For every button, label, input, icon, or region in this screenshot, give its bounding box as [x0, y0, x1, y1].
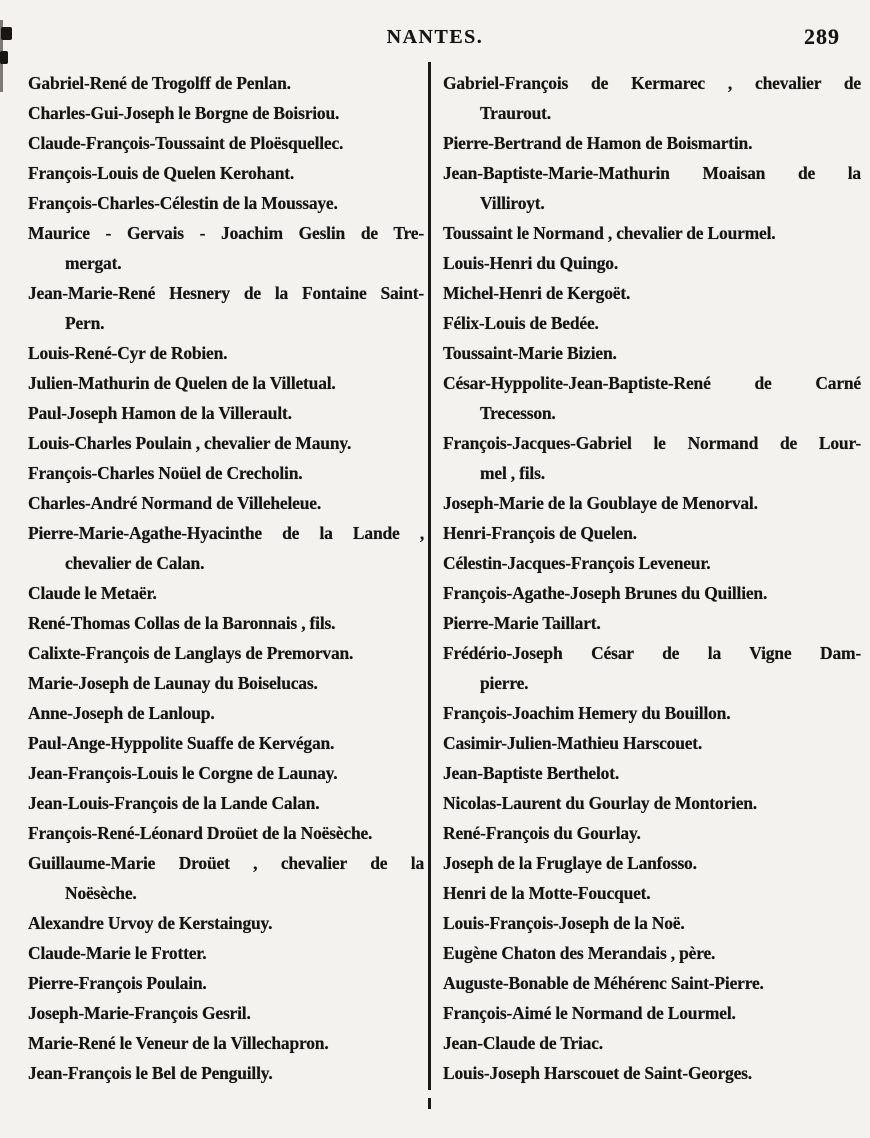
list-entry [443, 878, 861, 908]
list-entry [28, 908, 424, 938]
list-entry [28, 188, 424, 218]
entry-line: Michel-Henri de Kergoët. [443, 283, 631, 303]
entry-line: François-Charles Noüel de Crecholin. [28, 463, 303, 483]
entry-line: Noësèche. [65, 883, 137, 903]
list-entry [28, 128, 424, 158]
entry-line: Toussaint-Marie Bizien. [443, 343, 617, 363]
entry-line: Eugène Chaton des Merandais , père. [443, 943, 716, 963]
list-entry [443, 578, 861, 608]
list-entry [443, 1058, 861, 1088]
list-entry [28, 68, 424, 98]
entry-line: Marie-Joseph de Launay du Boiselucas. [28, 673, 318, 693]
entry-line: François-René-Léonard Droüet de la Noësèche. [28, 823, 373, 843]
list-entry [443, 368, 861, 428]
list-entry [443, 68, 861, 128]
entry-line: Villiroyt. [480, 193, 545, 213]
entry-line: mel , fils. [480, 463, 545, 483]
entry-line: César-Hyppolite-Jean-Baptiste-René de Carné [443, 373, 861, 393]
list-entry [28, 428, 424, 458]
entry-line: Marie-René le Veneur de la Villechapron. [28, 1033, 329, 1053]
page-title: NANTES. [386, 26, 484, 48]
list-entry [443, 938, 861, 968]
entry-line: Pern. [65, 313, 105, 333]
list-entry [28, 938, 424, 968]
list-entry [443, 128, 861, 158]
entry-line: Calixte-François de Langlays de Premorvan. [28, 643, 354, 663]
entry-line: René-François du Gourlay. [443, 823, 641, 843]
entry-line: Henri de la Motte-Foucquet. [443, 883, 651, 903]
list-entry [28, 218, 424, 278]
column-divider-rule [428, 62, 431, 1090]
list-entry [28, 818, 424, 848]
entry-line: Jean-François le Bel de Penguilly. [28, 1063, 273, 1083]
entry-line: Jean-Baptiste-Marie-Mathurin Moaisan de la [443, 163, 861, 183]
entry-line: Joseph de la Fruglaye de Lanfosso. [443, 853, 697, 873]
entry-line: Casimir-Julien-Mathieu Harscouet. [443, 733, 703, 753]
entry-line: Charles-André Normand de Villeheleue. [28, 493, 321, 513]
list-entry [28, 278, 424, 338]
entry-line: mergat. [65, 253, 122, 273]
list-entry [28, 488, 424, 518]
list-entry [443, 728, 861, 758]
entry-line: Paul-Joseph Hamon de la Villerault. [28, 403, 292, 423]
entry-line: Claude-François-Toussaint de Ploësquellec. [28, 133, 344, 153]
list-entry [28, 458, 424, 488]
entry-line: François-Charles-Célestin de la Moussaye. [28, 193, 338, 213]
entry-line: Joseph-Marie de la Goublaye de Menorval. [443, 493, 758, 513]
entry-line: Louis-René-Cyr de Robien. [28, 343, 228, 363]
entry-line: Maurice - Gervais - Joachim Geslin de Tre- [28, 223, 424, 243]
list-entry [28, 1028, 424, 1058]
list-entry [443, 428, 861, 488]
list-entry [443, 278, 861, 308]
list-entry [443, 1028, 861, 1058]
entry-line: Jean-Claude de Triac. [443, 1033, 603, 1053]
entry-line: Gabriel-René de Trogolff de Penlan. [28, 73, 291, 93]
entry-line: René-Thomas Collas de la Baronnais , fils. [28, 613, 336, 633]
list-entry [28, 398, 424, 428]
list-entry [443, 758, 861, 788]
list-entry [28, 968, 424, 998]
entry-line: François-Agathe-Joseph Brunes du Quillien. [443, 583, 768, 603]
entry-line: Alexandre Urvoy de Kerstainguy. [28, 913, 273, 933]
list-entry [443, 218, 861, 248]
entry-line: Pierre-François Poulain. [28, 973, 207, 993]
entry-line: Pierre-Bertrand de Hamon de Boismartin. [443, 133, 753, 153]
entry-line: François-Jacques-Gabriel le Normand de Lour- [443, 433, 861, 453]
entry-line: Jean-Marie-René Hesnery de la Fontaine Saint- [28, 283, 424, 303]
entry-line: Traurout. [480, 103, 551, 123]
list-entry [443, 698, 861, 728]
list-entry [443, 518, 861, 548]
entry-line: Henri-François de Quelen. [443, 523, 637, 543]
list-entry [28, 638, 424, 668]
entry-line: Julien-Mathurin de Quelen de la Villetual. [28, 373, 336, 393]
entry-line: François-Joachim Hemery du Bouillon. [443, 703, 731, 723]
entry-line: Nicolas-Laurent du Gourlay de Montorien. [443, 793, 757, 813]
entry-line: Louis-Charles Poulain , chevalier de Mauny. [28, 433, 352, 453]
entry-line: Gabriel-François de Kermarec , chevalier de [443, 73, 861, 93]
list-entry [443, 788, 861, 818]
list-entry [443, 158, 861, 218]
list-entry [28, 608, 424, 638]
entry-line: François-Louis de Quelen Kerohant. [28, 163, 295, 183]
entry-line: Charles-Gui-Joseph le Borgne de Boisriou. [28, 103, 340, 123]
entry-line: Louis-Henri du Quingo. [443, 253, 619, 273]
list-entry [28, 758, 424, 788]
left-column [28, 68, 424, 1088]
entry-line: Jean-Baptiste Berthelot. [443, 763, 620, 783]
list-entry [443, 908, 861, 938]
list-entry [28, 998, 424, 1028]
list-entry [28, 518, 424, 578]
list-entry [28, 668, 424, 698]
list-entry [443, 638, 861, 698]
list-entry [28, 158, 424, 188]
entry-line: Toussaint le Normand , chevalier de Lourmel. [443, 223, 776, 243]
entry-line: Trecesson. [480, 403, 556, 423]
entry-line: Jean-Louis-François de la Lande Calan. [28, 793, 320, 813]
list-entry [28, 338, 424, 368]
entry-line: Frédério-Joseph César de la Vigne Dam- [443, 643, 861, 663]
list-entry [443, 308, 861, 338]
list-entry [28, 728, 424, 758]
entry-line: Félix-Louis de Bedée. [443, 313, 599, 333]
entry-line: Célestin-Jacques-François Leveneur. [443, 553, 711, 573]
entry-line: Louis-Joseph Harscouet de Saint-Georges. [443, 1063, 752, 1083]
list-entry [28, 698, 424, 728]
entry-line: Louis-François-Joseph de la Noë. [443, 913, 685, 933]
list-entry [443, 848, 861, 878]
page-number: 289 [804, 24, 840, 49]
list-entry [443, 608, 861, 638]
entry-line: Joseph-Marie-François Gesril. [28, 1003, 251, 1023]
list-entry [443, 338, 861, 368]
entry-line: Pierre-Marie Taillart. [443, 613, 601, 633]
entry-line: Pierre-Marie-Agathe-Hyacinthe de la Lande , [28, 523, 424, 543]
entry-line: François-Aimé le Normand de Lourmel. [443, 1003, 736, 1023]
entry-line: pierre. [480, 673, 529, 693]
list-entry [443, 968, 861, 998]
list-entry [28, 848, 424, 908]
entry-line: Jean-François-Louis le Corgne de Launay. [28, 763, 338, 783]
list-entry [28, 98, 424, 128]
entry-line: Claude le Metaër. [28, 583, 157, 603]
entry-line: chevalier de Calan. [65, 553, 205, 573]
entry-line: Paul-Ange-Hyppolite Suaffe de Kervégan. [28, 733, 335, 753]
list-entry [443, 998, 861, 1028]
scan-ink-blob [0, 51, 8, 64]
list-entry [28, 578, 424, 608]
list-entry [28, 788, 424, 818]
column-divider-dash [428, 1098, 431, 1109]
entry-line: Auguste-Bonable de Méhérenc Saint-Pierre. [443, 973, 764, 993]
list-entry [443, 818, 861, 848]
right-column [443, 68, 861, 1088]
list-entry [443, 548, 861, 578]
list-entry [443, 488, 861, 518]
scan-ink-blob [1, 27, 12, 40]
list-entry [443, 248, 861, 278]
entry-line: Anne-Joseph de Lanloup. [28, 703, 215, 723]
entry-line: Claude-Marie le Frotter. [28, 943, 207, 963]
list-entry [28, 368, 424, 398]
list-entry [28, 1058, 424, 1088]
entry-line: Guillaume-Marie Droüet , chevalier de la [28, 853, 424, 873]
